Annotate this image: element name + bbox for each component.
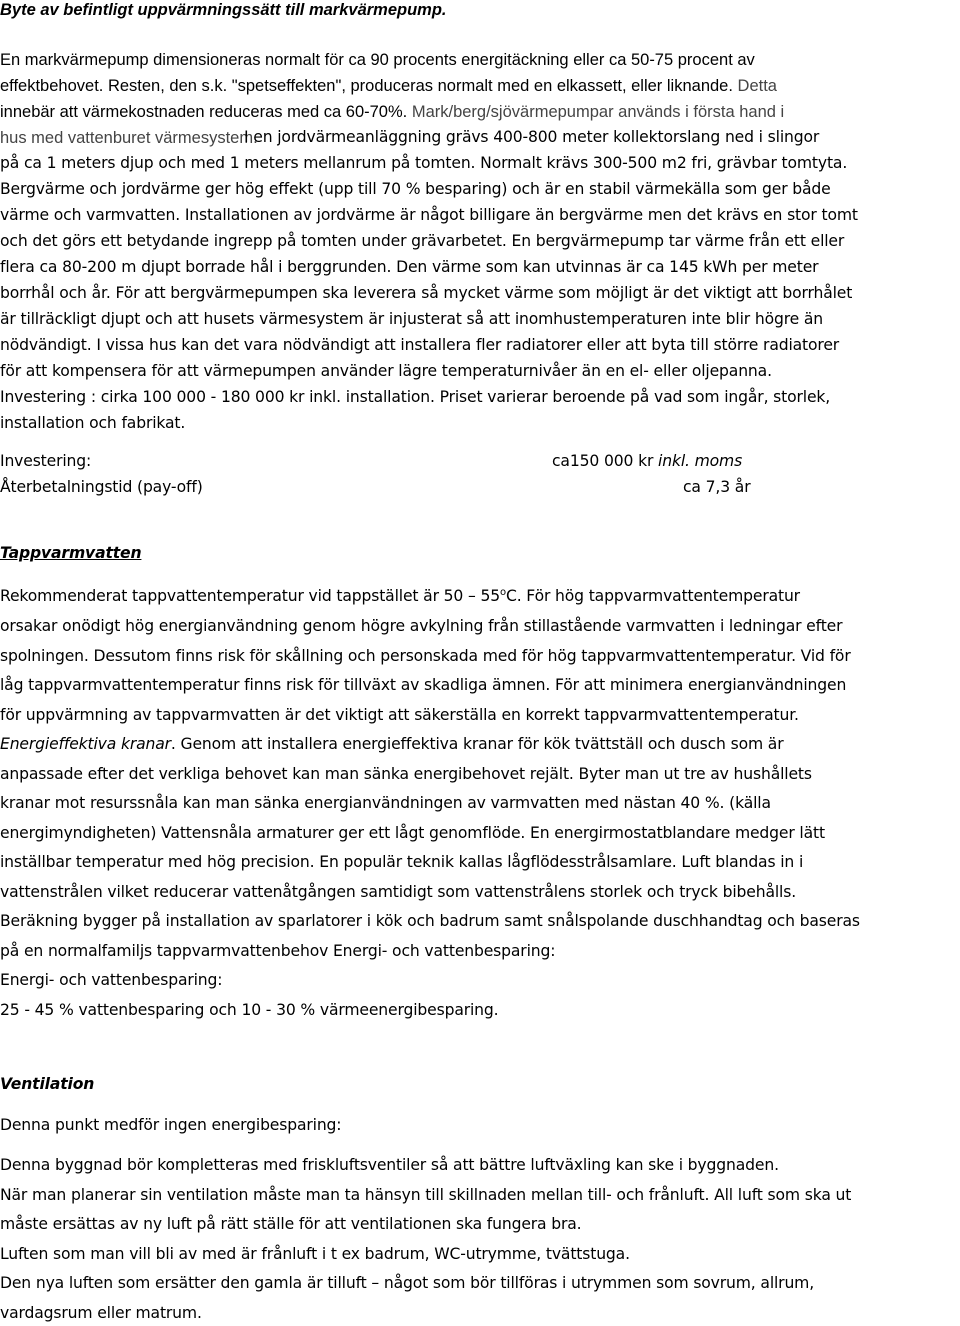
kranar-rest: . Genom att installera energieffektiva kranar för kök tvättställ och dusch som är bbox=[170, 735, 784, 753]
intro-line-2-text: effektbehovet. Resten, den s.k. "spetseffekten", produceras normalt med en elkassett, eller liknande. bbox=[0, 77, 733, 95]
payoff-value: ca 7,3 år bbox=[683, 478, 751, 496]
body-line-10: Investering : cirka 100 000 - 180 000 kr inkl. installation. Priset varierar beroende på vad som ingår, storlek, bbox=[0, 388, 831, 406]
payoff-label: Återbetalningstid (pay-off) bbox=[0, 478, 203, 496]
intro-line-2 bbox=[0, 78, 777, 95]
investment-value-main: ca150 000 kr bbox=[552, 452, 659, 470]
tappvarmvatten-line-0-b: C. För hög tappvarmvattentemperatur bbox=[505, 587, 800, 605]
intro-line-1: En markvärmepump dimensioneras normalt för ca 90 procents energitäckning eller ca 50-75 procent av bbox=[0, 51, 755, 69]
intro-line-3 bbox=[0, 104, 784, 121]
tappvarmvatten-line-13: Energi- och vattenbesparing: bbox=[0, 971, 223, 989]
intro-line-4 bbox=[0, 130, 258, 147]
tappvarmvatten-line-2: spolningen. Dessutom finns risk för skållning och personskada med för hög tappvarmvattentemperatur. Vid för bbox=[0, 647, 851, 665]
body-line-11: installation och fabrikat. bbox=[0, 414, 186, 432]
body-line-8: nödvändigt. I vissa hus kan det vara nödvändigt att installera fler radiatorer eller att byta till större radiatorer bbox=[0, 336, 840, 354]
ventilation-line-0: Denna punkt medför ingen energibesparing: bbox=[0, 1116, 342, 1134]
body-line-2: Bergvärme och jordvärme ger hög effekt (upp till 70 % besparing) och är en stabil värmekälla som ger både bbox=[0, 180, 831, 198]
tappvarmvatten-line-3: låg tappvarmvattentemperatur finns risk för tillväxt av skadliga ämnen. För att minimera energianvändningen bbox=[0, 676, 847, 694]
tappvarmvatten-line-14: 25 - 45 % vattenbesparing och 10 - 30 % värmeenergibesparing. bbox=[0, 1001, 499, 1019]
tappvarmvatten-line-7: kranar mot resurssnåla kan man sänka energianvändningen av varmvatten med nästan 40 %. (källa bbox=[0, 794, 771, 812]
page-title: Byte av befintligt uppvärmningssätt till markvärmepump. bbox=[0, 1, 447, 19]
investment-value-italic: inkl. moms bbox=[658, 452, 743, 470]
investment-value bbox=[552, 454, 742, 470]
tappvarmvatten-line-6: anpassade efter det verkliga behovet kan man sänka energibehovet rejält. Byter man ut tre av hushållets bbox=[0, 765, 812, 783]
tappvarmvatten-line-0-a: Rekommenderat tappvattentemperatur vid tappstället är 50 – 55 bbox=[0, 587, 500, 605]
ventilation-line-1: Denna byggnad bör kompletteras med friskluftsventiler så att bättre luftväxling kan ske i byggnaden. bbox=[0, 1156, 779, 1174]
intro-detta: Detta bbox=[737, 77, 777, 95]
tappvarmvatten-line-0 bbox=[0, 586, 800, 605]
intro-line-3-text: innebär att värmekostnaden reduceras med ca 60-70%. bbox=[0, 103, 408, 121]
kranar-italic: Energieffektiva kranar bbox=[0, 735, 171, 753]
intro-mark-a: Mark/berg/sjövärmepumpar används i första hand i bbox=[411, 103, 785, 121]
investment-label: Investering: bbox=[0, 452, 92, 470]
body-line-9: för att kompensera för att värmepumpen använder lägre temperaturnivåer än en el- eller oljepanna. bbox=[0, 362, 772, 380]
ventilation-line-5: Den nya luften som ersätter den gamla är tilluft – något som bör tillföras i utrymmen som sovrum, allrum, bbox=[0, 1274, 815, 1292]
tappvarmvatten-heading: Tappvarmvatten bbox=[0, 544, 142, 562]
body-line-4: och det görs ett betydande ingrepp på tomten under grävarbetet. En bergvärmepump tar värme från ett eller bbox=[0, 232, 845, 250]
tappvarmvatten-line-9: inställbar temperatur med hög precision. En populär teknik kallas lågflödesstrålsamlare. Luft blandas in i bbox=[0, 853, 804, 871]
body-line-3: värme och varmvatten. Installationen av jordvärme är något billigare än bergvärme men det krävs en stor tomt bbox=[0, 206, 858, 224]
tappvarmvatten-line-1: orsakar onödigt hög energianvändning genom högre avkylning från stillastående varmvatten i ledningar efter bbox=[0, 617, 843, 635]
tappvarmvatten-kranar-line bbox=[0, 737, 783, 753]
body-line-6: borrhål och år. För att bergvärmepumpen ska leverera så mycket värme som möjligt är det viktigt att borrhålet bbox=[0, 284, 853, 302]
tappvarmvatten-line-10: vattenstrålen vilket reducerar vattenåtgången samtidigt som vattenstrålens storlek och tryck bibehålls. bbox=[0, 883, 797, 901]
body-line-5: flera ca 80-200 m djupt borrade hål i berggrunden. Den värme som kan utvinnas är ca 145 kWh per meter bbox=[0, 258, 819, 276]
ventilation-line-3: måste ersättas av ny luft på rätt ställe för att ventilationen ska fungera bra. bbox=[0, 1215, 582, 1233]
body-line-0: I en jordvärmeanläggning grävs 400-800 meter kollektorslang ned i slingor bbox=[244, 128, 820, 146]
tappvarmvatten-line-8: energimyndigheten) Vattensnåla armaturer ger ett lågt genomflöde. En energirmostatblandare medger lätt bbox=[0, 824, 825, 842]
degree-sup: o bbox=[499, 586, 506, 598]
body-line-1: på ca 1 meters djup och med 1 meters mellanrum på tomten. Normalt krävs 300-500 m2 fri, grävbar tomtyta. bbox=[0, 154, 848, 172]
body-line-7: är tillräckligt djupt och att husets värmesystem är injusterat så att inomhustemperaturen inte blir högre än bbox=[0, 310, 824, 328]
tappvarmvatten-line-12: på en normalfamiljs tappvarmvattenbehov Energi- och vattenbesparing: bbox=[0, 942, 556, 960]
ventilation-line-2: När man planerar sin ventilation måste man ta hänsyn till skillnaden mellan till- och frånluft. All luft som ska ut bbox=[0, 1186, 852, 1204]
ventilation-heading: Ventilation bbox=[0, 1075, 95, 1093]
tappvarmvatten-line-11: Beräkning bygger på installation av sparlatorer i kök och badrum samt snålspolande duschhandtag och baseras bbox=[0, 912, 860, 930]
ventilation-line-4: Luften som man vill bli av med är frånluft i t ex badrum, WC-utrymme, tvättstuga. bbox=[0, 1245, 630, 1263]
intro-mark-b: hus med vattenburet värmesystem. bbox=[0, 129, 258, 147]
ventilation-line-6: vardagsrum eller matrum. bbox=[0, 1304, 202, 1322]
tappvarmvatten-line-4: för uppvärmning av tappvarmvatten är det viktigt att säkerställa en korrekt tappvarmvattentemperatur. bbox=[0, 706, 799, 724]
